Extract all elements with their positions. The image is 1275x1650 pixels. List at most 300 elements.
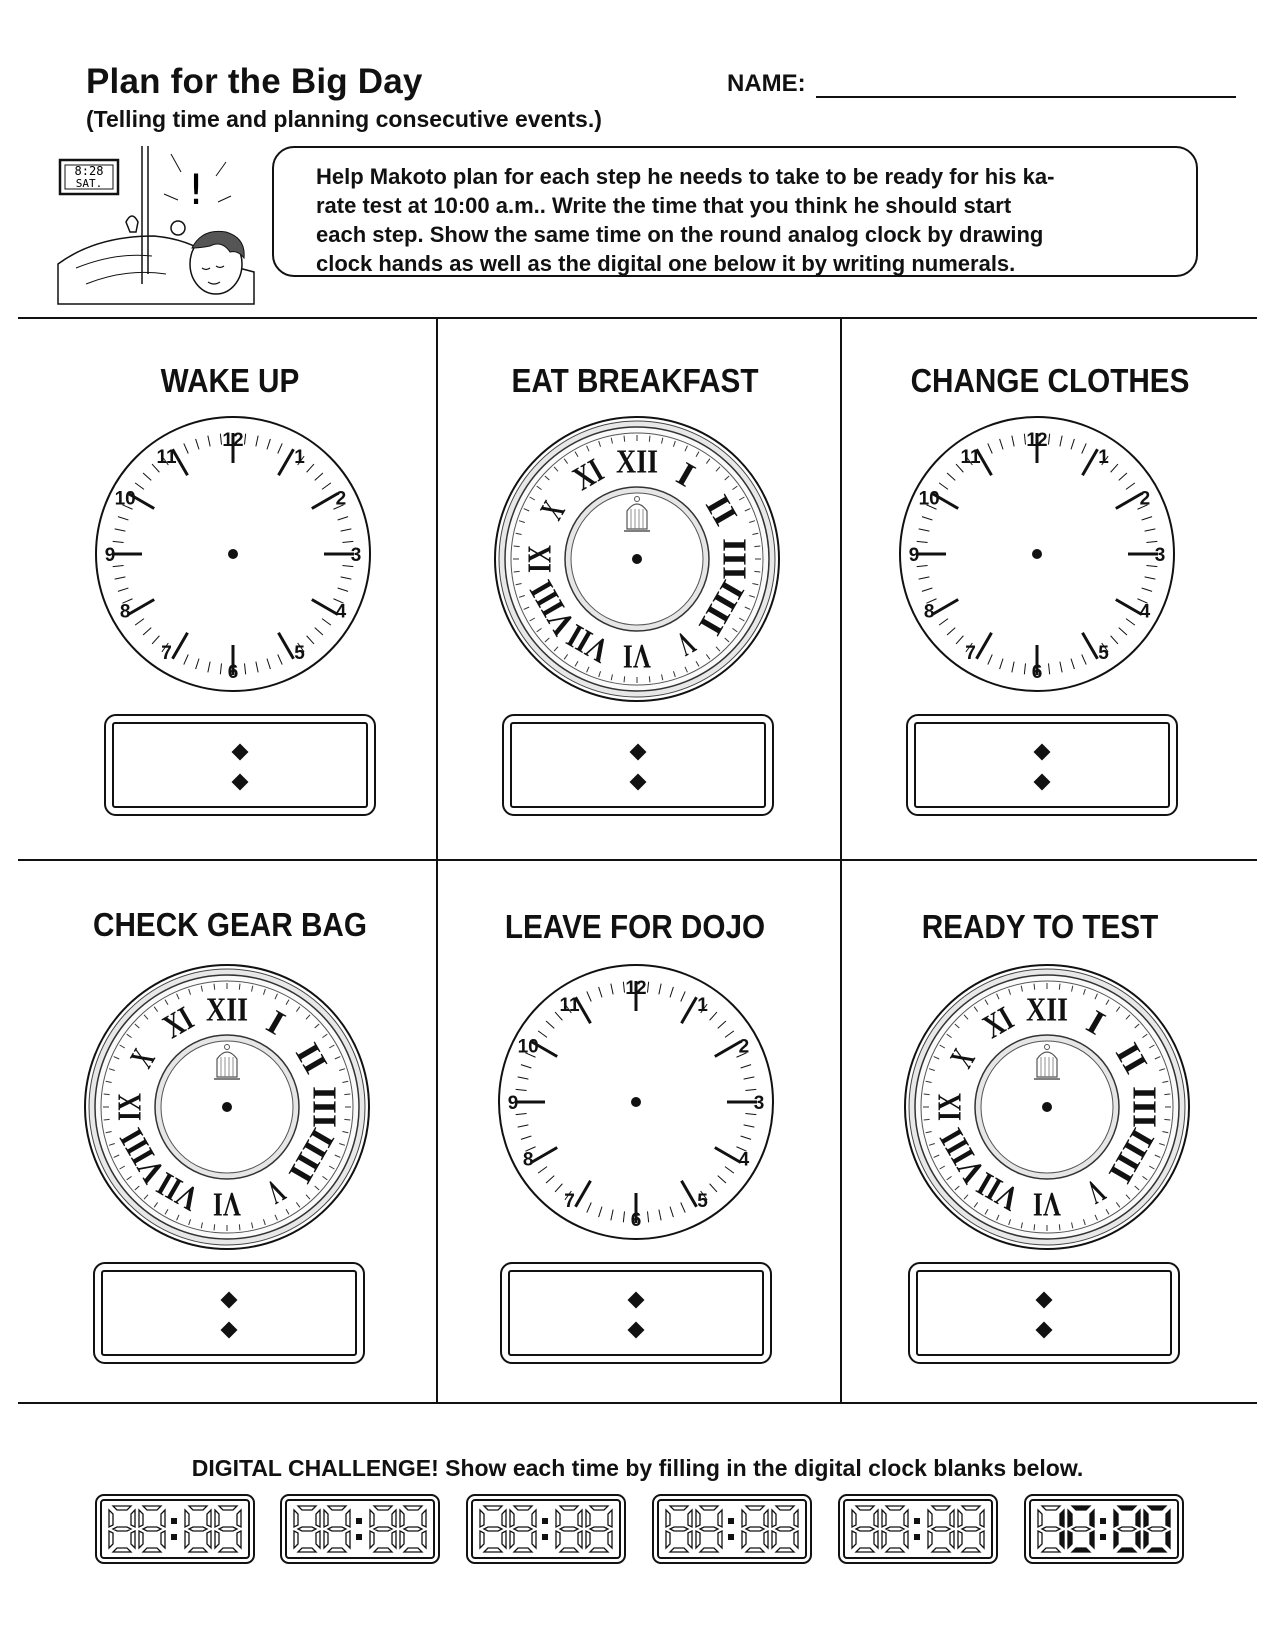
lcd-segment [556,1531,560,1548]
lcd-segment [560,1548,578,1552]
clock-numeral: 2 [1139,488,1151,510]
lcd-segment [109,1510,113,1527]
lcd-segment [1060,1531,1064,1548]
lcd-segment [886,1548,904,1552]
lcd-segment [370,1510,374,1527]
lcd-segment [532,1510,536,1527]
clock-numeral: 6 [1031,662,1043,683]
lcd-segment [886,1527,904,1531]
lcd-segment [1038,1531,1042,1548]
lcd-segment [1148,1548,1166,1552]
lcd-segment [480,1510,484,1527]
lcd-segment [962,1527,980,1531]
lcd-segment [980,1510,984,1527]
analog-clock-change-clothes[interactable] [897,414,1177,694]
lcd-segment [856,1506,874,1510]
lcd-segment [688,1531,692,1548]
clock-numeral: 4 [738,1149,750,1171]
roman-numeral: II [1107,1037,1154,1079]
lcd-segment [746,1548,764,1552]
lcd-segment [560,1527,578,1531]
clock-numeral: 7 [161,642,172,664]
lcd-segment [882,1531,886,1548]
lcd-segment [1072,1527,1090,1531]
clock-numeral: 11 [156,447,177,469]
clock-numeral: 11 [559,995,580,1017]
lcd-segment [928,1531,932,1548]
roman-numeral: IIII [282,1122,342,1187]
clock-numeral: 5 [697,1190,708,1212]
lcd-segment [700,1548,718,1552]
lcd-segment [696,1510,700,1527]
lcd-segment [1118,1506,1136,1510]
clock-tick [624,436,625,442]
lcd-segment [298,1548,316,1552]
lcd-segment [392,1510,396,1527]
clock-numeral: 10 [114,488,136,510]
lcd-segment [316,1510,320,1527]
lcd-colon-dot [542,1534,548,1540]
lcd-segment [422,1531,426,1548]
lcd-segment [502,1510,506,1527]
analog-clock-leave-for-dojo[interactable] [496,962,776,1242]
clock-numeral: 1 [697,995,708,1017]
roman-numeral: VI [623,637,651,675]
lcd-segment [1136,1531,1140,1548]
roman-numeral: XII [206,991,248,1029]
name-blank-line[interactable] [816,96,1236,98]
lcd-display-2[interactable] [280,1494,440,1564]
roman-numeral: VI [1033,1185,1061,1223]
clock-tick [214,1224,215,1230]
instruction-line: Help Makoto plan for each step he needs to take to be ready for his ka- [316,164,1055,189]
clock-numeral: 10 [918,488,940,510]
lcd-segment [374,1527,392,1531]
clock-tick [514,571,520,572]
lcd-segment [237,1510,241,1527]
lcd-segment [718,1510,722,1527]
lcd-segment [608,1531,612,1548]
lcd-segment [404,1527,422,1531]
alarm-clock-day: SAT. [75,177,103,190]
digital-time-box-check-gear-bag[interactable] [93,1262,365,1364]
lcd-segment [185,1510,189,1527]
lcd-segment [404,1506,422,1510]
step-title-change-clothes: CHANGE CLOTHES [910,362,1190,399]
clock-numeral: 7 [564,1190,575,1212]
lcd-segment [746,1506,764,1510]
digital-time-box-wake-up[interactable] [104,714,376,816]
step-title-ready-to-test: READY TO TEST [921,908,1159,945]
clock-center-dot [632,554,642,564]
lcd-segment [392,1531,396,1548]
clock-tick [754,571,760,572]
lcd-colon-dot [356,1518,362,1524]
lcd-segment [131,1531,135,1548]
lcd-segment [1166,1531,1170,1548]
lcd-segment [139,1531,143,1548]
lcd-segment [502,1531,506,1548]
lcd-segment [185,1531,189,1548]
clock-tick [104,1094,110,1095]
clock-tick [924,1094,930,1095]
lcd-segment [586,1531,590,1548]
lcd-colon-dot [728,1534,734,1540]
lcd-segment [688,1510,692,1527]
lcd-segment [776,1527,794,1531]
clock-numeral: 1 [1098,447,1109,469]
clock-center-dot [222,1102,232,1112]
lcd-segment [346,1510,350,1527]
roman-numeral: V [1071,1171,1111,1216]
lcd-segment [776,1506,794,1510]
lcd-segment [510,1531,514,1548]
lcd-segment [962,1506,980,1510]
roman-numeral: VIII [928,1114,994,1189]
lcd-segment [324,1510,328,1527]
roman-numeral: III [715,538,753,578]
lcd-segment [422,1510,426,1527]
lcd-segment [856,1527,874,1531]
lcd-segment [484,1527,502,1531]
clock-center-dot [631,1097,641,1107]
roman-numeral: II [287,1037,334,1079]
clock-numeral: 10 [517,1036,539,1058]
lcd-segment [718,1531,722,1548]
digital-time-box-ready-to-test[interactable] [908,1262,1180,1364]
lcd-segment [328,1506,346,1510]
lcd-segment [374,1506,392,1510]
clock-numeral: 12 [222,430,244,451]
clock-center-dot [1042,1102,1052,1112]
lcd-segment [298,1506,316,1510]
step-title-check-gear-bag: CHECK GEAR BAG [93,906,367,943]
lcd-segment [1038,1510,1042,1527]
step-title-wake-up: WAKE UP [160,362,300,399]
clock-numeral: 9 [908,545,920,566]
clock-numeral: 5 [294,642,305,664]
sleeping-boy-illustration [56,144,256,306]
lcd-segment [207,1531,211,1548]
clock-tick [624,676,625,682]
roman-numeral: X [123,1034,168,1074]
lcd-segment [514,1527,532,1531]
lcd-segment [1118,1527,1136,1531]
lcd-segment [874,1510,878,1527]
clock-tick [1034,984,1035,990]
lcd-segment [370,1531,374,1548]
lcd-segment [852,1510,856,1527]
roman-numeral: IX [931,1083,969,1121]
lcd-segment [696,1531,700,1548]
lcd-segment [1042,1548,1060,1552]
digital-time-box-leave-for-dojo[interactable] [500,1262,772,1364]
clock-numeral: 6 [630,1210,642,1231]
instruction-line: clock hands as well as the digital one below it by writing numerals. [316,251,1016,276]
lcd-segment [532,1531,536,1548]
analog-clock-ready-to-test[interactable] [902,962,1192,1252]
clock-numeral: 4 [1139,601,1151,623]
clock-tick [1164,1094,1170,1095]
clock-numeral: 4 [335,601,347,623]
lcd-segment [958,1531,962,1548]
clock-tick [239,984,240,990]
lcd-segment [882,1510,886,1527]
lcd-colon-dot [728,1518,734,1524]
lcd-segment [746,1527,764,1531]
lcd-segment [189,1506,207,1510]
instruction-line: each step. Show the same time on the round analog clock by drawing [316,222,1044,247]
lcd-segment [1090,1510,1094,1527]
clock-tick [754,546,760,547]
lcd-segment [560,1506,578,1510]
lcd-segment [1072,1506,1090,1510]
clock-numeral: 7 [965,642,976,664]
lcd-segment [294,1510,298,1527]
lcd-display-6[interactable] [1024,1494,1184,1564]
lcd-segment [950,1510,954,1527]
clock-numeral: 3 [753,1093,765,1114]
exclamation-mark: ! [187,165,205,214]
roman-numeral: XII [1026,991,1068,1029]
lcd-segment [958,1510,962,1527]
lcd-segment [980,1531,984,1548]
lcd-display-1[interactable] [95,1494,255,1564]
lcd-segment [298,1527,316,1531]
lcd-segment [1144,1531,1148,1548]
roman-numeral: V [661,623,701,668]
lcd-segment [852,1531,856,1548]
clock-numeral: 8 [522,1149,534,1171]
lcd-segment [928,1510,932,1527]
clock-tick [1034,1224,1035,1230]
roman-numeral: VIII [108,1114,174,1189]
clock-numeral: 3 [350,545,362,566]
lcd-segment [109,1531,113,1548]
roman-numeral: IX [111,1083,149,1121]
clock-tick [344,1094,350,1095]
lcd-segment [1114,1510,1118,1527]
lcd-segment [590,1548,608,1552]
lcd-segment [666,1531,670,1548]
name-label: NAME: [727,70,806,97]
roman-numeral: X [943,1034,988,1074]
lcd-display-3[interactable] [466,1494,626,1564]
lcd-segment [578,1510,582,1527]
lcd-segment [1042,1527,1060,1531]
lcd-segment [608,1510,612,1527]
lcd-segment [772,1510,776,1527]
step-title-eat-breakfast: EAT BREAKFAST [511,362,759,399]
lcd-segment [590,1506,608,1510]
clock-tick [649,436,650,442]
lcd-segment [113,1506,131,1510]
lcd-segment [346,1531,350,1548]
lcd-segment [189,1548,207,1552]
lcd-segment [1166,1510,1170,1527]
roman-numeral: IX [521,535,559,573]
alarm-clock-time: 8:28 [74,164,104,178]
lcd-segment [484,1548,502,1552]
clock-tick [924,1119,930,1120]
clock-tick [1164,1119,1170,1120]
lcd-segment [237,1531,241,1548]
lcd-segment [161,1531,165,1548]
roman-numeral: XI [977,995,1029,1047]
lcd-segment [328,1527,346,1531]
clock-numeral: 3 [1154,545,1166,566]
lcd-segment [374,1548,392,1552]
lcd-display-4[interactable] [652,1494,812,1564]
clock-numeral: 5 [1098,642,1109,664]
clock-numeral: 2 [738,1036,750,1058]
roman-numeral: VI [213,1185,241,1223]
roman-numeral: VII [143,1159,206,1218]
clock-numeral: 12 [1026,430,1048,451]
lcd-segment [207,1510,211,1527]
roman-numeral: VIII [518,566,584,641]
clock-center-dot [228,549,238,559]
lcd-segment [400,1531,404,1548]
clock-numeral: 12 [625,978,647,999]
clock-tick [104,1119,110,1120]
clock-tick [344,1119,350,1120]
analog-clock-wake-up[interactable] [93,414,373,694]
roman-numeral: V [251,1171,291,1216]
lcd-segment [400,1510,404,1527]
lcd-segment [666,1510,670,1527]
lcd-segment [113,1548,131,1552]
lcd-segment [904,1510,908,1527]
clock-numeral: 8 [923,601,935,623]
lcd-segment [556,1510,560,1527]
lcd-display-5[interactable] [838,1494,998,1564]
instruction-line: rate test at 10:00 a.m.. Write the time that you think he should start [316,193,1012,218]
instructions-box [272,146,1198,277]
clock-numeral: 6 [227,662,239,683]
lcd-colon-dot [542,1518,548,1524]
digital-challenge-instruction: DIGITAL CHALLENGE! Show each time by filling in the digital clock blanks below. [191,1455,1084,1481]
lcd-segment [764,1510,768,1527]
lcd-segment [404,1548,422,1552]
lcd-segment [794,1510,798,1527]
lcd-colon-dot [171,1534,177,1540]
lcd-segment [590,1527,608,1531]
lcd-segment [578,1531,582,1548]
roman-numeral: VII [963,1159,1026,1218]
lcd-segment [932,1527,950,1531]
clock-numeral: 8 [119,601,131,623]
lcd-segment [1148,1527,1166,1531]
roman-numeral: III [1125,1086,1163,1126]
lcd-segment [189,1527,207,1531]
lcd-segment [143,1506,161,1510]
lcd-segment [776,1548,794,1552]
lcd-segment [113,1527,131,1531]
lcd-segment [932,1506,950,1510]
clock-center-dot [1032,549,1042,559]
lcd-segment [316,1531,320,1548]
clock-numeral: 11 [960,447,981,469]
lcd-segment [514,1548,532,1552]
lcd-segment [1068,1510,1072,1527]
lcd-segment [772,1531,776,1548]
lcd-segment [484,1506,502,1510]
lcd-segment [324,1531,328,1548]
lcd-segment [219,1548,237,1552]
lcd-segment [1136,1510,1140,1527]
lcd-segment [904,1531,908,1548]
lcd-segment [139,1510,143,1527]
clock-tick [239,1224,240,1230]
lcd-segment [856,1548,874,1552]
lcd-segment [1144,1510,1148,1527]
lcd-segment [962,1548,980,1552]
clock-tick [214,984,215,990]
lcd-segment [510,1510,514,1527]
lcd-segment [586,1510,590,1527]
analog-clock-eat-breakfast[interactable] [492,414,782,704]
clock-numeral: 9 [104,545,116,566]
lcd-segment [742,1510,746,1527]
clock-tick [514,546,520,547]
roman-numeral: IIII [1102,1122,1162,1187]
lcd-segment [1060,1510,1064,1527]
roman-numeral: VII [553,611,616,670]
clock-numeral: 2 [335,488,347,510]
page-title: Plan for the Big Day [86,62,423,101]
lcd-segment [670,1548,688,1552]
analog-clock-check-gear-bag[interactable] [82,962,372,1252]
lcd-segment [1072,1548,1090,1552]
lcd-segment [215,1510,219,1527]
lcd-segment [294,1531,298,1548]
lcd-colon-dot [914,1518,920,1524]
lcd-segment [1090,1531,1094,1548]
digital-time-box-change-clothes[interactable] [906,714,1178,816]
lcd-colon-dot [1100,1518,1106,1524]
lcd-segment [215,1531,219,1548]
lcd-colon-dot [914,1534,920,1540]
roman-numeral: I [260,1003,291,1043]
clock-numeral: 1 [294,447,305,469]
lcd-segment [1042,1506,1060,1510]
lcd-segment [219,1527,237,1531]
lcd-segment [1114,1531,1118,1548]
lcd-segment [700,1506,718,1510]
lcd-colon-dot [171,1518,177,1524]
digital-time-box-eat-breakfast[interactable] [502,714,774,816]
lcd-segment [670,1506,688,1510]
roman-numeral: I [1080,1003,1111,1043]
lcd-segment [514,1506,532,1510]
roman-numeral: X [533,486,578,526]
lcd-segment [1068,1531,1072,1548]
roman-numeral: XII [616,443,658,481]
roman-numeral: II [697,489,744,531]
lcd-segment [874,1531,878,1548]
clock-numeral: 9 [507,1093,519,1114]
roman-numeral: III [305,1086,343,1126]
lcd-segment [131,1510,135,1527]
lcd-segment [950,1531,954,1548]
lcd-segment [764,1531,768,1548]
lcd-segment [1148,1506,1166,1510]
lcd-segment [143,1548,161,1552]
lcd-segment [670,1527,688,1531]
roman-numeral: XI [157,995,209,1047]
lcd-segment [161,1510,165,1527]
